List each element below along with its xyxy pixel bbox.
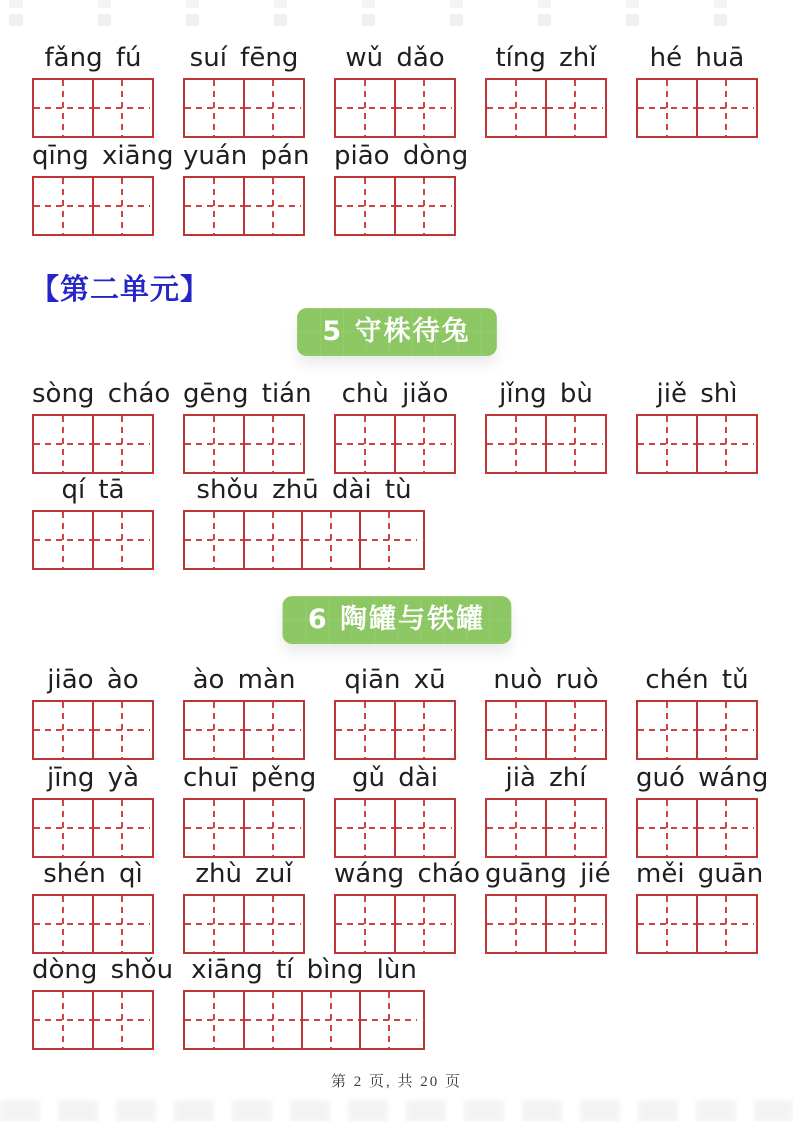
grid-cell bbox=[545, 896, 603, 952]
grid-cell bbox=[34, 896, 92, 952]
pinyin-label: chuī pěng bbox=[183, 763, 317, 793]
pinyin-label: suí fēng bbox=[189, 43, 299, 73]
grid-cell bbox=[92, 512, 150, 568]
pinyin-label: qí tā bbox=[61, 475, 125, 505]
grid-cell bbox=[336, 800, 394, 856]
grid-cell bbox=[696, 80, 754, 136]
pinyin-label: guāng jié bbox=[485, 859, 611, 889]
grid-cell bbox=[34, 800, 92, 856]
writing-grid bbox=[32, 78, 154, 138]
grid-cell bbox=[638, 416, 696, 472]
writing-grid bbox=[32, 414, 154, 474]
grid-cell bbox=[243, 178, 301, 234]
grid-cell bbox=[638, 800, 696, 856]
grid-cell bbox=[243, 80, 301, 136]
grid-cell bbox=[92, 992, 150, 1048]
word-item bbox=[334, 762, 456, 858]
writing-grid bbox=[32, 176, 154, 236]
grid-cell bbox=[243, 896, 301, 952]
writing-grid bbox=[334, 414, 456, 474]
pinyin-word-row bbox=[32, 762, 769, 858]
writing-grid bbox=[183, 176, 305, 236]
grid-cell bbox=[243, 800, 301, 856]
grid-cell bbox=[638, 80, 696, 136]
pinyin-label: piāo dòng bbox=[334, 141, 469, 171]
word-item bbox=[183, 762, 317, 858]
word-item bbox=[334, 664, 456, 760]
word-item bbox=[32, 762, 154, 858]
writing-grid bbox=[32, 700, 154, 760]
grid-cell bbox=[185, 800, 243, 856]
pinyin-word-row bbox=[32, 42, 758, 138]
grid-cell bbox=[185, 416, 243, 472]
word-item bbox=[183, 474, 425, 570]
previous-page-remnant bbox=[0, 0, 793, 26]
writing-grid bbox=[334, 894, 456, 954]
pinyin-label: jià zhí bbox=[505, 763, 587, 793]
writing-grid bbox=[183, 414, 305, 474]
word-item bbox=[636, 664, 758, 760]
pinyin-word-row bbox=[32, 474, 425, 570]
pinyin-label: qīng xiāng bbox=[32, 141, 174, 171]
pinyin-word-row bbox=[32, 664, 758, 760]
writing-grid bbox=[636, 78, 758, 138]
word-item bbox=[32, 954, 174, 1050]
pinyin-label: jīng yà bbox=[46, 763, 139, 793]
grid-cell bbox=[301, 512, 359, 568]
grid-cell bbox=[34, 992, 92, 1048]
pinyin-label: gǔ dài bbox=[352, 763, 438, 793]
writing-grid bbox=[485, 414, 607, 474]
writing-grid bbox=[183, 78, 305, 138]
pinyin-label: yuán pán bbox=[183, 141, 310, 171]
pinyin-label: gēng tián bbox=[183, 379, 312, 409]
grid-cell bbox=[243, 702, 301, 758]
word-item bbox=[32, 664, 154, 760]
grid-cell bbox=[92, 702, 150, 758]
grid-cell bbox=[243, 992, 301, 1048]
writing-grid bbox=[636, 414, 758, 474]
pinyin-label: ào màn bbox=[192, 665, 296, 695]
pinyin-label: jiě shì bbox=[656, 379, 738, 409]
grid-cell bbox=[185, 512, 243, 568]
pinyin-label: nuò ruò bbox=[493, 665, 599, 695]
pinyin-word-row bbox=[32, 140, 469, 236]
word-item bbox=[636, 858, 764, 954]
writing-grid bbox=[636, 798, 758, 858]
word-item bbox=[32, 42, 154, 138]
pinyin-label: guó wáng bbox=[636, 763, 769, 793]
grid-cell bbox=[394, 702, 452, 758]
pinyin-label: wáng cháo bbox=[334, 859, 481, 889]
grid-cell bbox=[336, 178, 394, 234]
pinyin-label: dòng shǒu bbox=[32, 955, 174, 985]
grid-cell bbox=[545, 702, 603, 758]
grid-cell bbox=[359, 992, 417, 1048]
pinyin-label: sòng cháo bbox=[32, 379, 171, 409]
writing-grid bbox=[334, 78, 456, 138]
word-item bbox=[32, 858, 154, 954]
grid-cell bbox=[545, 416, 603, 472]
writing-grid bbox=[32, 798, 154, 858]
writing-grid bbox=[334, 176, 456, 236]
grid-cell bbox=[487, 416, 545, 472]
grid-cell bbox=[487, 80, 545, 136]
word-item bbox=[485, 42, 607, 138]
word-item bbox=[636, 42, 758, 138]
pinyin-word-row bbox=[32, 858, 764, 954]
writing-grid bbox=[32, 990, 154, 1050]
word-item bbox=[32, 140, 174, 236]
grid-cell bbox=[185, 992, 243, 1048]
pinyin-label: chù jiǎo bbox=[341, 379, 449, 409]
grid-cell bbox=[638, 896, 696, 952]
grid-cell bbox=[92, 800, 150, 856]
grid-cell bbox=[696, 416, 754, 472]
word-item bbox=[485, 858, 611, 954]
writing-grid bbox=[485, 700, 607, 760]
grid-cell bbox=[394, 416, 452, 472]
grid-cell bbox=[243, 416, 301, 472]
writing-grid bbox=[183, 700, 305, 760]
grid-cell bbox=[394, 896, 452, 952]
word-item bbox=[183, 858, 305, 954]
grid-cell bbox=[545, 800, 603, 856]
grid-cell bbox=[394, 178, 452, 234]
pinyin-label: jiāo ào bbox=[47, 665, 139, 695]
pinyin-label: shén qì bbox=[43, 859, 143, 889]
grid-cell bbox=[185, 896, 243, 952]
grid-cell bbox=[92, 178, 150, 234]
pinyin-label: chén tǔ bbox=[645, 665, 749, 695]
writing-grid bbox=[183, 990, 425, 1050]
writing-grid bbox=[183, 798, 305, 858]
grid-cell bbox=[394, 80, 452, 136]
grid-cell bbox=[487, 800, 545, 856]
pinyin-label: hé huā bbox=[649, 43, 745, 73]
grid-cell bbox=[638, 702, 696, 758]
word-item bbox=[485, 378, 607, 474]
word-item bbox=[334, 42, 456, 138]
word-item bbox=[32, 474, 154, 570]
grid-cell bbox=[34, 178, 92, 234]
unit-header: 【第二单元】 bbox=[30, 274, 211, 306]
pinyin-label: tíng zhǐ bbox=[495, 43, 597, 73]
grid-cell bbox=[243, 512, 301, 568]
writing-grid bbox=[183, 510, 425, 570]
grid-cell bbox=[34, 512, 92, 568]
grid-cell bbox=[301, 992, 359, 1048]
writing-grid bbox=[32, 894, 154, 954]
writing-grid bbox=[485, 78, 607, 138]
lesson-5-badge: 5 守株待兔 bbox=[296, 308, 496, 356]
grid-cell bbox=[34, 702, 92, 758]
word-item bbox=[485, 664, 607, 760]
grid-cell bbox=[696, 896, 754, 952]
grid-cell bbox=[336, 80, 394, 136]
grid-cell bbox=[359, 512, 417, 568]
grid-cell bbox=[34, 80, 92, 136]
writing-grid bbox=[183, 894, 305, 954]
pinyin-label: shǒu zhū dài tù bbox=[196, 475, 412, 505]
page-number-footer: 第 2 页, 共 20 页 bbox=[330, 1074, 462, 1090]
grid-cell bbox=[336, 416, 394, 472]
word-item bbox=[32, 378, 171, 474]
word-item bbox=[334, 140, 469, 236]
word-item bbox=[334, 858, 481, 954]
writing-grid bbox=[636, 894, 758, 954]
word-item bbox=[183, 954, 425, 1050]
pinyin-label: qiān xū bbox=[344, 665, 446, 695]
grid-cell bbox=[92, 896, 150, 952]
writing-grid bbox=[334, 798, 456, 858]
grid-cell bbox=[185, 702, 243, 758]
pinyin-label: jǐng bù bbox=[499, 379, 593, 409]
word-item bbox=[334, 378, 456, 474]
lesson-6-badge: 6 陶罐与铁罐 bbox=[282, 596, 511, 644]
word-item bbox=[636, 378, 758, 474]
grid-cell bbox=[696, 702, 754, 758]
word-item bbox=[485, 762, 607, 858]
grid-cell bbox=[336, 702, 394, 758]
writing-grid bbox=[636, 700, 758, 760]
grid-cell bbox=[336, 896, 394, 952]
writing-grid bbox=[485, 894, 607, 954]
pinyin-word-row bbox=[32, 378, 758, 474]
word-item bbox=[636, 762, 769, 858]
grid-cell bbox=[487, 896, 545, 952]
pinyin-label: měi guān bbox=[636, 859, 764, 889]
word-item bbox=[183, 140, 310, 236]
writing-grid bbox=[485, 798, 607, 858]
grid-cell bbox=[185, 80, 243, 136]
grid-cell bbox=[34, 416, 92, 472]
grid-cell bbox=[696, 800, 754, 856]
grid-cell bbox=[185, 178, 243, 234]
grid-cell bbox=[92, 80, 150, 136]
writing-grid bbox=[32, 510, 154, 570]
grid-cell bbox=[394, 800, 452, 856]
pinyin-label: zhù zuǐ bbox=[195, 859, 293, 889]
grid-cell bbox=[545, 80, 603, 136]
pinyin-label: xiāng tí bìng lùn bbox=[191, 955, 417, 985]
word-item bbox=[183, 378, 312, 474]
word-item bbox=[183, 664, 305, 760]
writing-grid bbox=[334, 700, 456, 760]
grid-cell bbox=[92, 416, 150, 472]
grid-cell bbox=[487, 702, 545, 758]
pinyin-label: fǎng fú bbox=[44, 43, 142, 73]
pinyin-word-row bbox=[32, 954, 425, 1050]
next-page-preview bbox=[0, 1100, 793, 1122]
pinyin-label: wǔ dǎo bbox=[345, 43, 445, 73]
word-item bbox=[183, 42, 305, 138]
